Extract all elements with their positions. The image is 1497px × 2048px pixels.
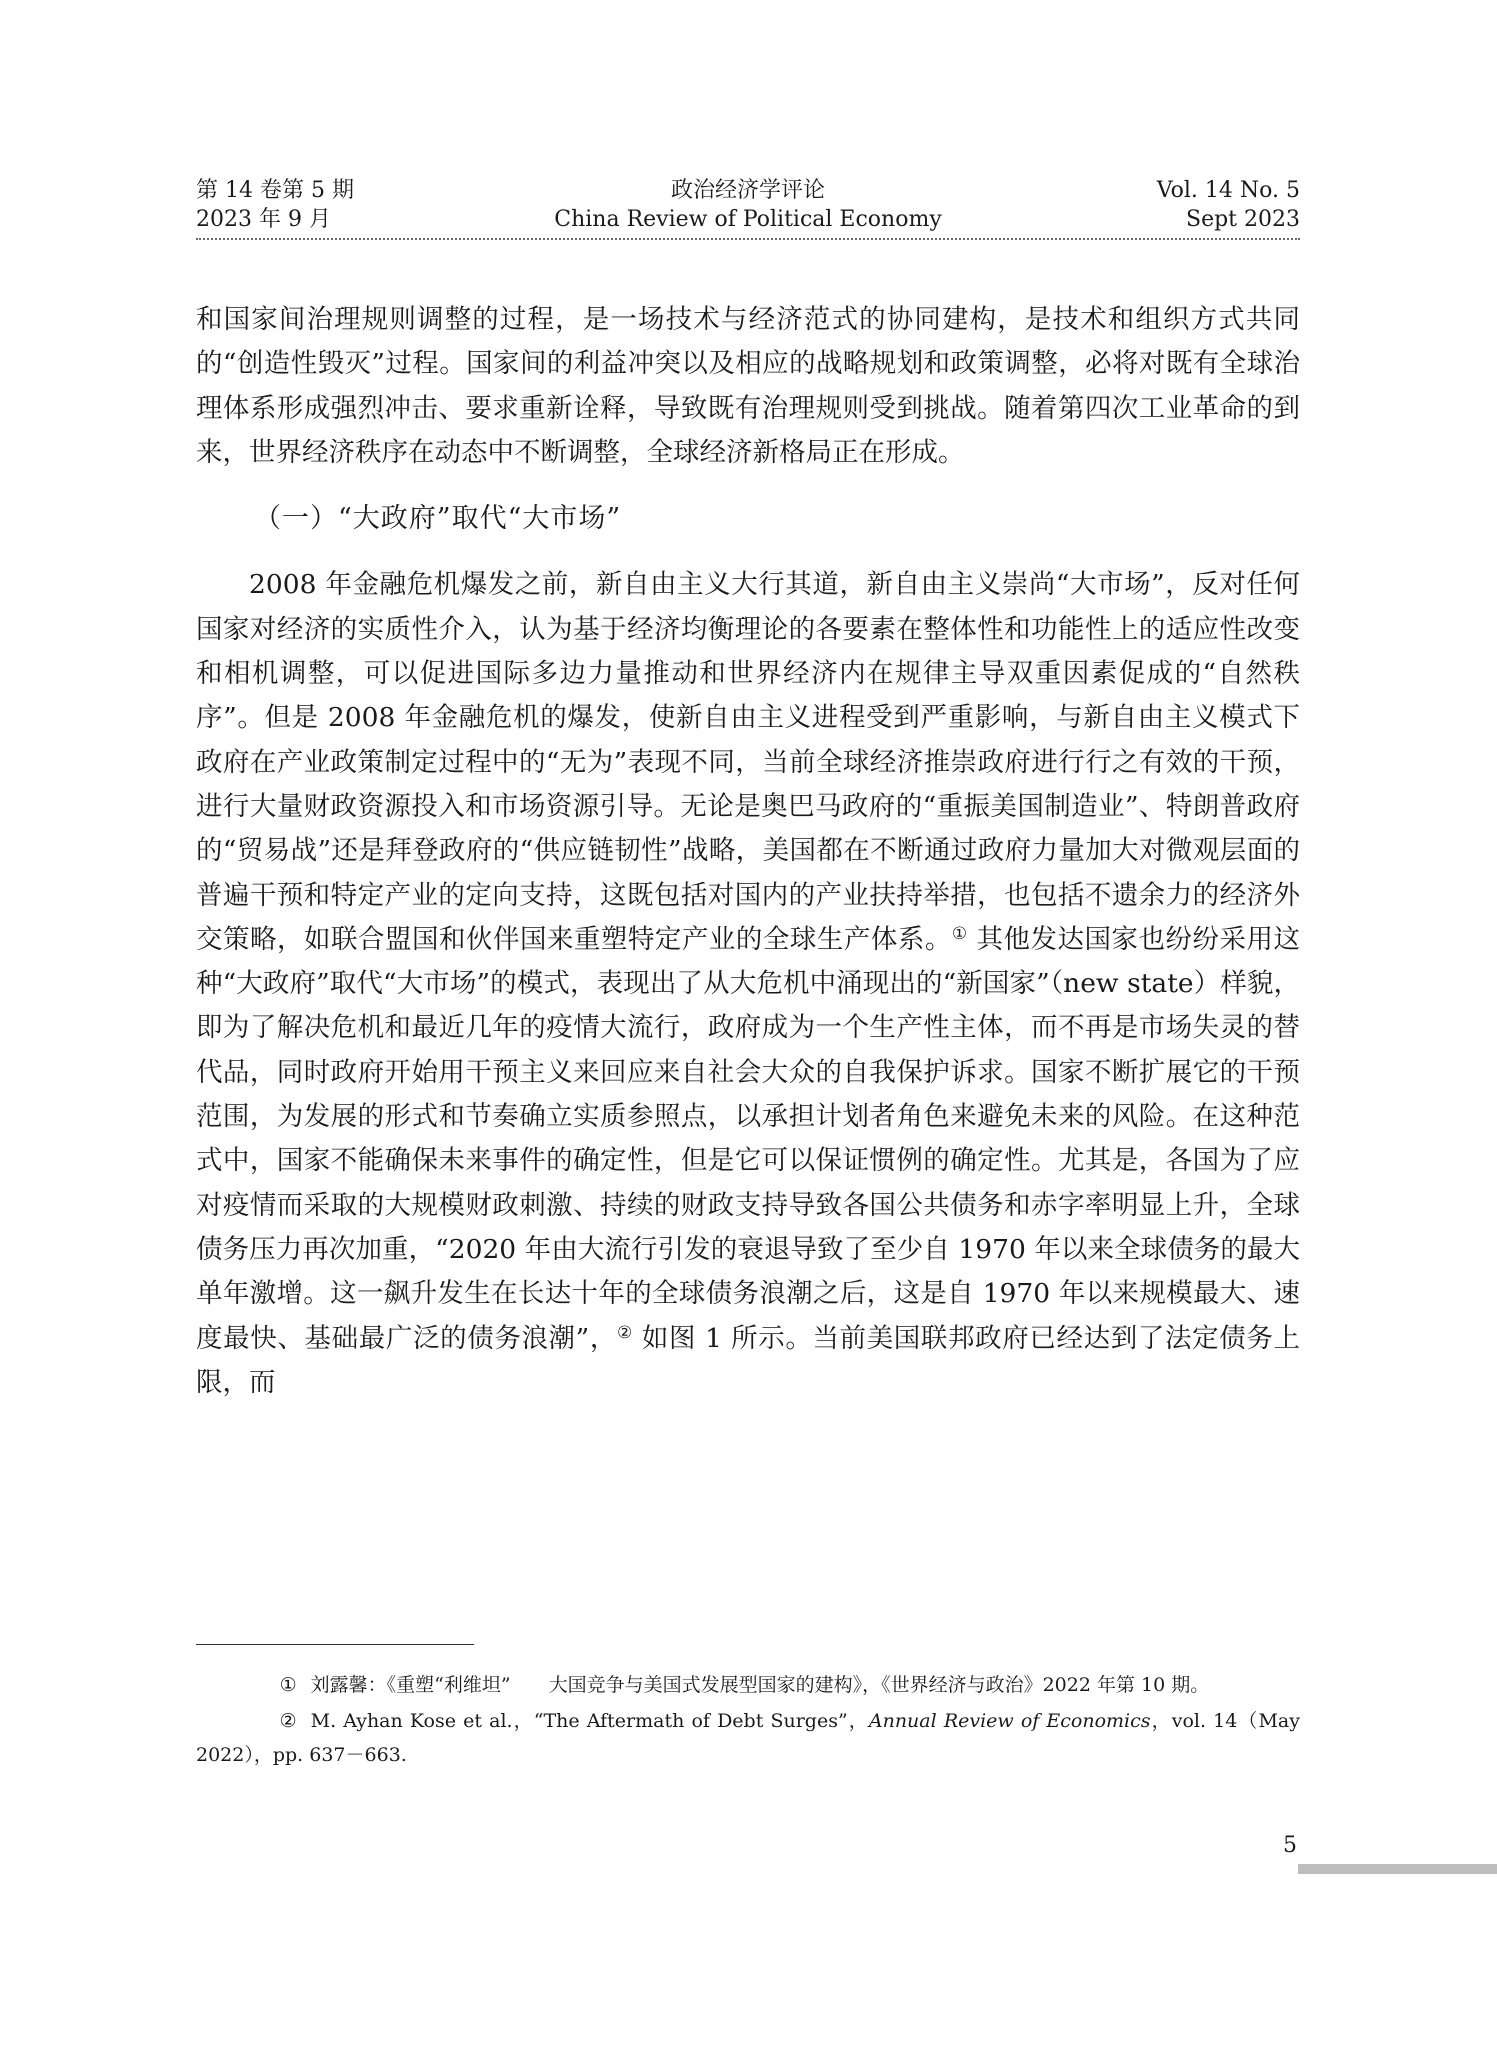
page-number: 5 — [1283, 1833, 1297, 1858]
footnote-ref-1[interactable]: ① — [951, 923, 968, 944]
footnote-ref-2[interactable]: ② — [616, 1322, 633, 1343]
journal-title-en: China Review of Political Economy — [554, 207, 942, 232]
running-header — [196, 176, 1300, 238]
footnote-text: ，vol. 14（May 2022），pp. 637－663. — [196, 1710, 1300, 1766]
footnote-text: M. Ayhan Kose et al.，“The Aftermath of Debt Surges”， — [310, 1710, 869, 1732]
header-center — [196, 176, 1300, 234]
footnote-text: 刘露馨：《重塑“利维坦” 大国竞争与美国式发展型国家的建构》，《世界经济与政治》2022 年第 10 期。 — [310, 1674, 1210, 1696]
footnote-divider — [196, 1644, 474, 1645]
header-divider — [196, 238, 1300, 240]
paragraph-2 — [196, 563, 1300, 1405]
issue-en: Vol. 14 No. 5 — [1156, 178, 1300, 203]
footnote-1 — [196, 1668, 1300, 1702]
issue-cn: 第 14 卷第 5 期 — [196, 178, 354, 203]
footnote-mark: ② — [279, 1710, 297, 1732]
paragraph-2-part-b: 其他发达国家也纷纷采用这种“大政府”取代“大市场”的模式，表现出了从大危机中涌现出的“新国家”（new state）样貌，即为了解决危机和最近几年的疫情大流行，政府成为一个生产性主体，而不再是市场失灵的替代品，同时政府开始用干预主义来回应来自社会大众的自我保护诉求。国家不断扩展它的干预范围，为发展的形式和节奏确立实质参照点，以承担计划者角色来避免未来的风险。在这种范式中，国家不能确保未来事件的确定性，但是它可以保证惯例的确定性。尤其是，各国为了应对疫情而采取的大规模财政刺激、持续的财政支持导致各国公共债务和赤字率明显上升，全球债务压力再次加重，“2020 年由大流行引发的衰退导致了至少自 1970 年以来全球债务的最大单年激增。这一飙升发生在长达十年的全球债务浪潮之后，这是自 1970 年以来规模最大、速度最快、基础最广泛的债务浪潮”， — [196, 923, 1300, 1354]
paragraph-2-part-c: 如图 1 所示。当前美国联邦政府已经达到了法定债务上限，而 — [196, 1322, 1300, 1398]
main-body — [196, 298, 1300, 1405]
paragraph-1: 和国家间治理规则调整的过程，是一场技术与经济范式的协同建构，是技术和组织方式共同的“创造性毁灭”过程。国家间的利益冲突以及相应的战略规划和政策调整，必将对既有全球治理体系形成强烈冲击、要求重新诠释，导致既有治理规则受到挑战。随着第四次工业革命的到来，世界经济秩序在动态中不断调整，全球经济新格局正在形成。 — [196, 304, 1300, 468]
page-bar — [1298, 1864, 1497, 1874]
journal-title-cn: 政治经济学评论 — [670, 178, 825, 203]
footnote-2 — [196, 1704, 1300, 1772]
date-cn: 2023 年 9 月 — [196, 207, 331, 232]
section-heading: （一）“大政府”取代“大市场” — [254, 503, 622, 535]
footnote-mark: ① — [279, 1674, 297, 1696]
header-right — [1157, 176, 1300, 234]
paragraph-2-part-a: 2008 年金融危机爆发之前，新自由主义大行其道，新自由主义崇尚“大市场”，反对任何国家对经济的实质性介入，认为基于经济均衡理论的各要素在整体性和功能性上的适应性改变和相机调整，可以促进国际多边力量推动和世界经济内在规律主导双重因素促成的“自然秩序”。但是 2008 年金融危机的爆发，使新自由主义进程受到严重影响，与新自由主义模式下政府在产业政策制定过程中的“无为”表现不同，当前全球经济推崇政府进行行之有效的干预，进行大量财政资源投入和市场资源引导。无论是奥巴马政府的“重振美国制造业”、特朗普政府的“贸易战”还是拜登政府的“供应链韧性”战略，美国都在不断通过政府力量加大对微观层面的普遍干预和特定产业的定向支持，这既包括对国内的产业扶持举措，也包括不遗余力的经济外交策略，如联合盟国和伙伴国来重塑特定产业的全球生产体系。 — [196, 569, 1300, 955]
footnote-journal-title: Annual Review of Economics — [868, 1710, 1151, 1732]
footnotes — [196, 1668, 1300, 1774]
date-en: Sept 2023 — [1186, 207, 1300, 232]
